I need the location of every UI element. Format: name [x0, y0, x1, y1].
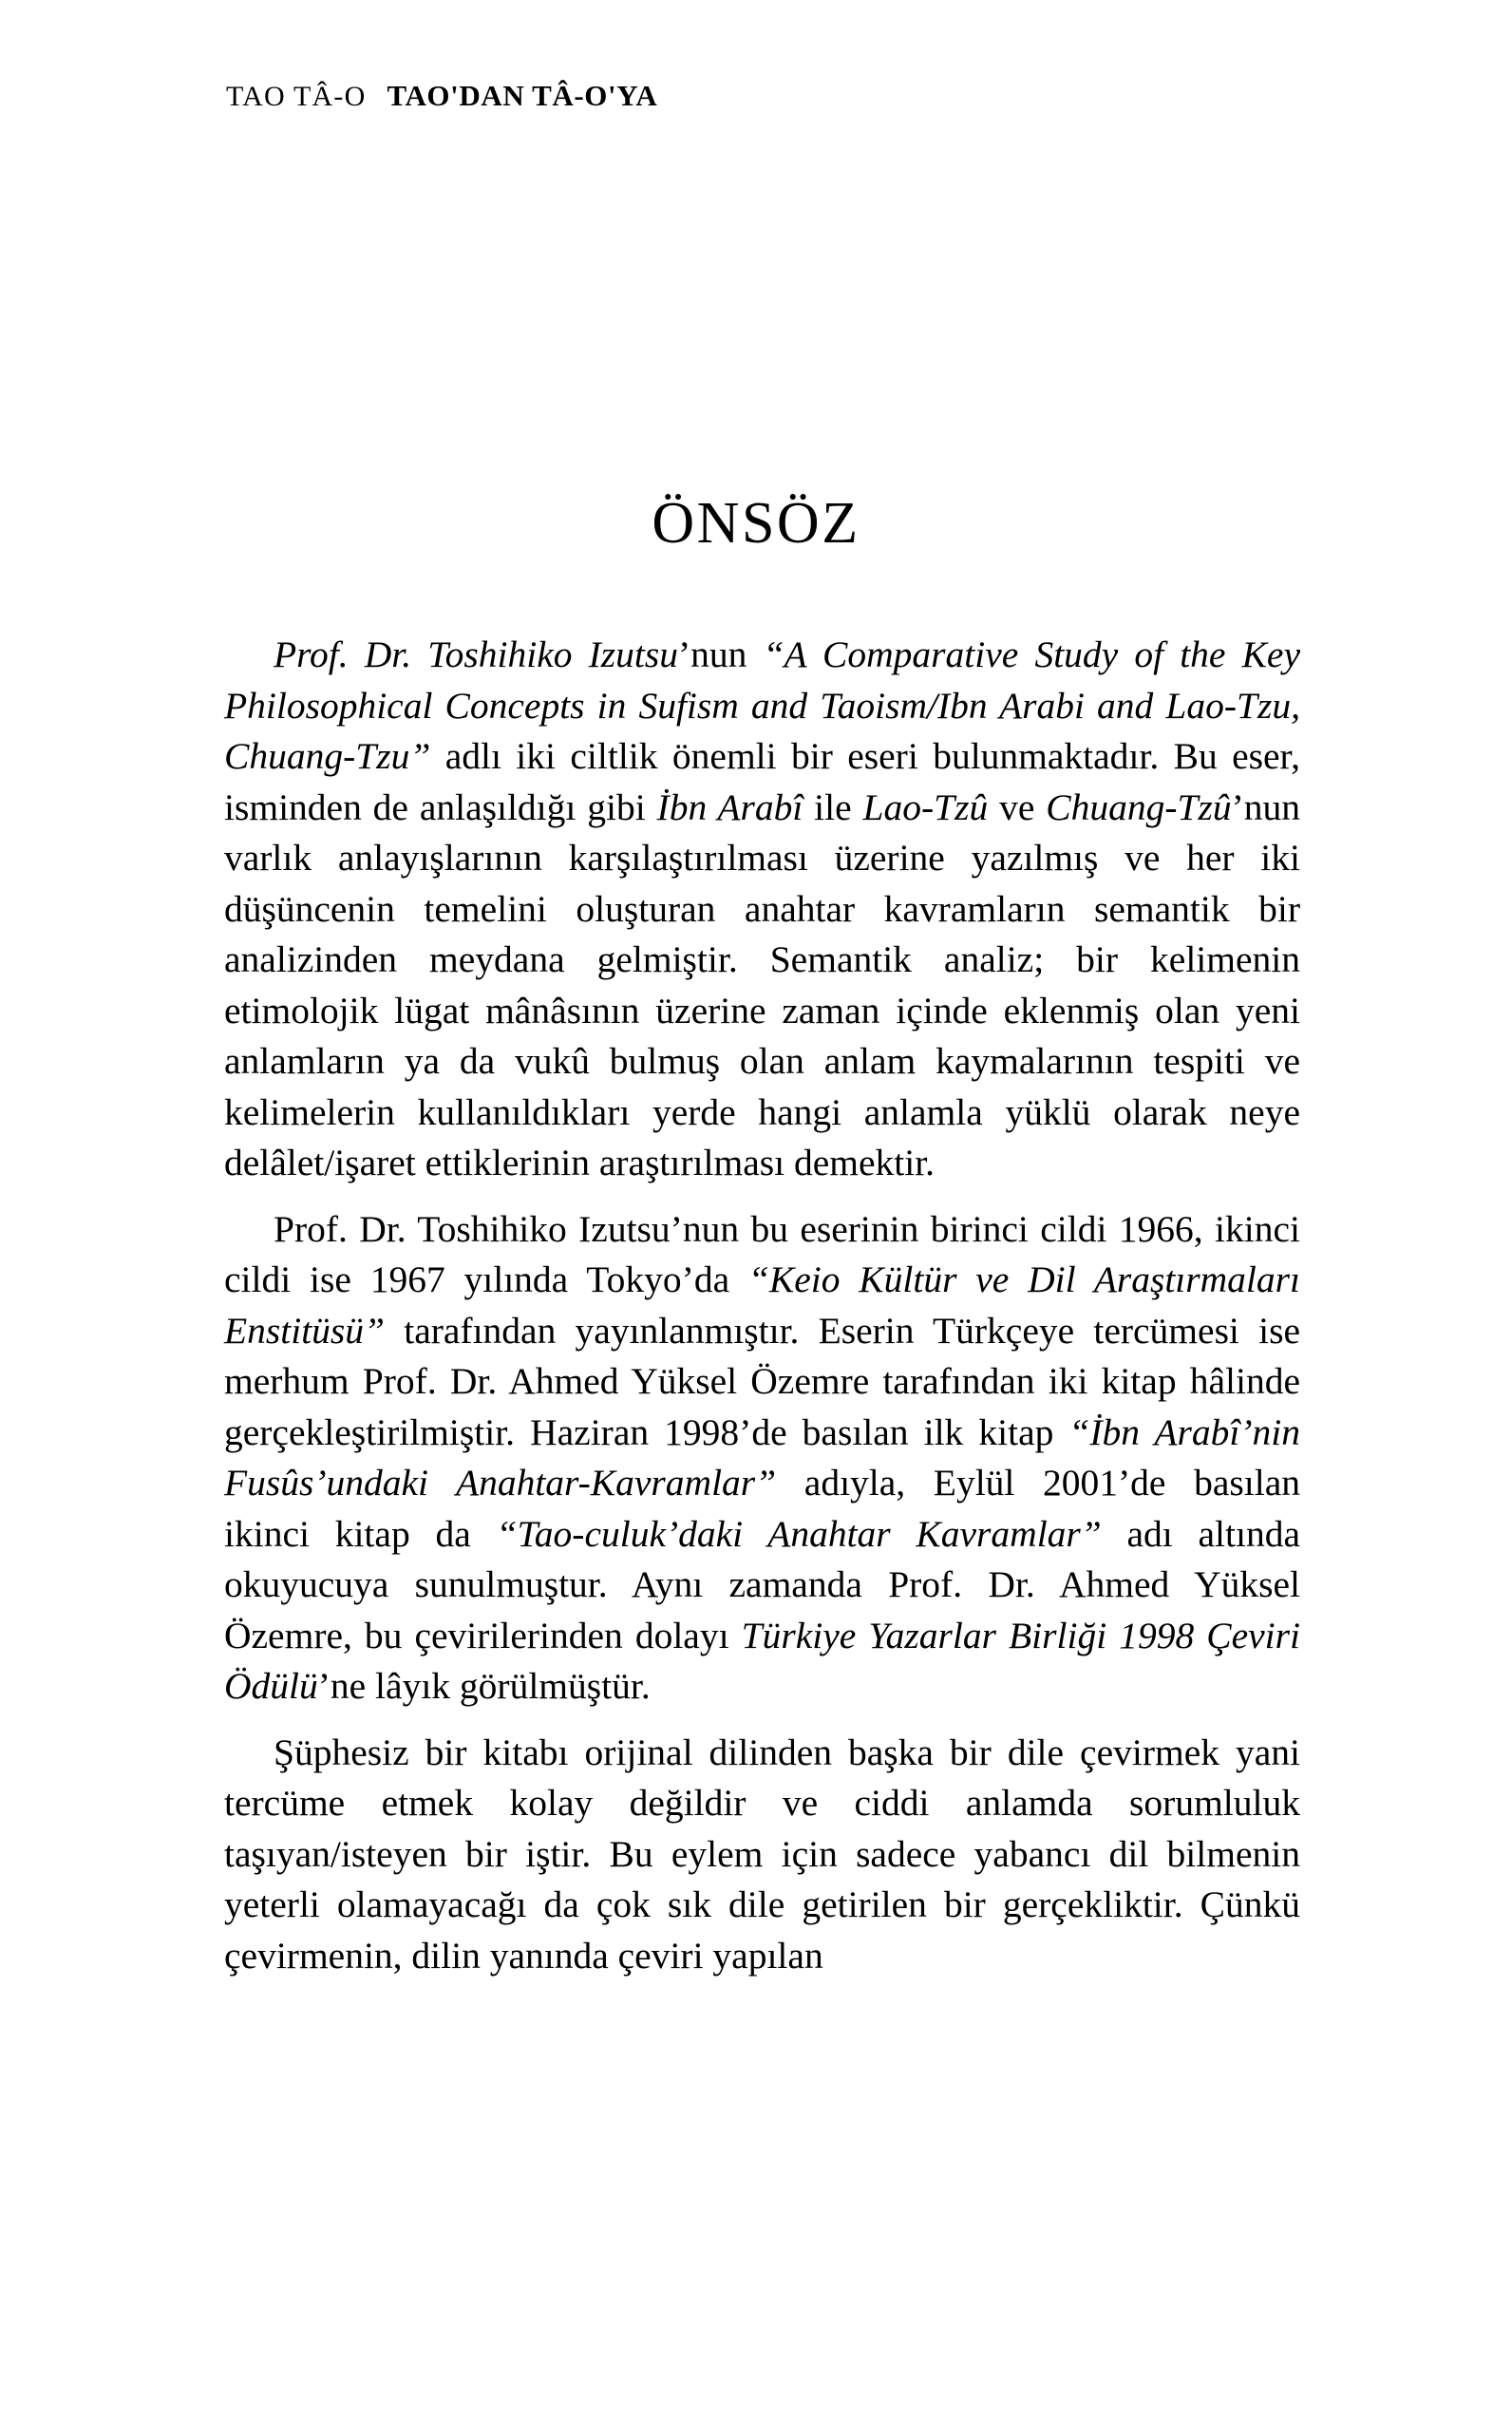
p1-term-chuang-tzu: Chuang-Tzû [1046, 785, 1232, 828]
running-head-book-title: TAO TÂ-O [226, 81, 367, 112]
p1-author-name: Prof. Dr. Toshihiko Izutsu [274, 634, 678, 675]
p1-text-1: adlı iki ciltlik önemli bir eseri bulunmaktadır. Bu eser, isminden de anlaşıldığı gibi [224, 735, 1300, 828]
p2-book-title-2: “Tao-culuk’daki Anahtar Kavramlar” [496, 1512, 1102, 1555]
p2-book-title-1: “İbn Arabî’nin Fusûs’undaki Anahtar-Kavramlar” [224, 1410, 1300, 1504]
p1-term-lao-tzu: Lao-Tzû [862, 785, 989, 828]
p1-text-2: ile [803, 785, 863, 828]
running-head-chapter-title: TAO'DAN TÂ-O'YA [387, 79, 658, 112]
p1-text-4: ’nun varlık anlayışlarının karşılaştırılması üzerine yazılmış ve her iki düşüncenin temelini oluşturan anahtar kavramların semantik bir analizinden meydana gelmiştir. Semantik analiz; bir kelimenin etimolojik lügat mânâsının üzerine zaman içinde eklenmiş olan yeni anlamların ya da vukû bulmuş olan anlam kaymalarının tespiti ve kelimelerin kullanıldıkları yerde hangi anlamla yüklü olarak neye delâlet/işaret ettiklerinin araştırılması demektir. [224, 785, 1300, 1183]
p1-suffix-1: ’nun [678, 634, 764, 675]
p1-work-title-en: “A Comparative Study of the Key Philosophical Concepts in Sufism and Taoism/Ibn Arabi and Lao-Tzu, Chuang-Tzu” [224, 634, 1300, 777]
p2-text-2: tarafından yayınlanmıştır. Eserin Türkçeye tercümesi ise merhum Prof. Dr. Ahmed Yüksel Özemre tarafından iki kitap hâlinde gerçekleştirilmiştir. Haziran 1998’de basılan ilk kitap [224, 1309, 1300, 1453]
p2-text-3: adıyla, Eylül 2001’de basılan ikinci kitap da [224, 1462, 1300, 1555]
paragraph-3: Şüphesiz bir kitabı orijinal dilinden başka bir dile çevirmek yani tercüme etmek kolay değildir ve ciddi anlamda sorumluluk taşıyan/isteyen bir iştir. Bu eylem için sadece yabancı dil bilmenin yeterli olamayacağı da çok sık dile getirilen bir gerçekliktir. Çünkü çevirmenin, dilin yanında çeviri yapılan [224, 1731, 1300, 1977]
p2-text-1: Prof. Dr. Toshihiko Izutsu’nun bu eserinin birinci cildi 1966, ikinci cildi ise 1967 yılında Tokyo’da [224, 1207, 1300, 1300]
p1-term-ibn-arabi: İbn Arabî [656, 785, 803, 828]
body-text [224, 630, 1300, 1981]
paragraph-1 [224, 630, 1300, 1189]
p2-text-4: adı altında okuyucuya sunulmuştur. Aynı zamanda Prof. Dr. Ahmed Yüksel Özemre, bu çevirilerinden dolayı [224, 1512, 1301, 1656]
paragraph-2 [224, 1204, 1300, 1712]
p1-text-3: ve [988, 785, 1047, 828]
p2-institute-name: “Keio Kültür ve Dil Araştırmaları Enstitüsü” [224, 1258, 1300, 1352]
page-title: ÖNSÖZ [652, 490, 860, 556]
p2-text-5: ’ne lâyık görülmüştür. [317, 1665, 651, 1707]
running-head [226, 79, 657, 113]
p2-award-name: Türkiye Yazarlar Birliği 1998 Çeviri Ödülü [224, 1614, 1300, 1707]
